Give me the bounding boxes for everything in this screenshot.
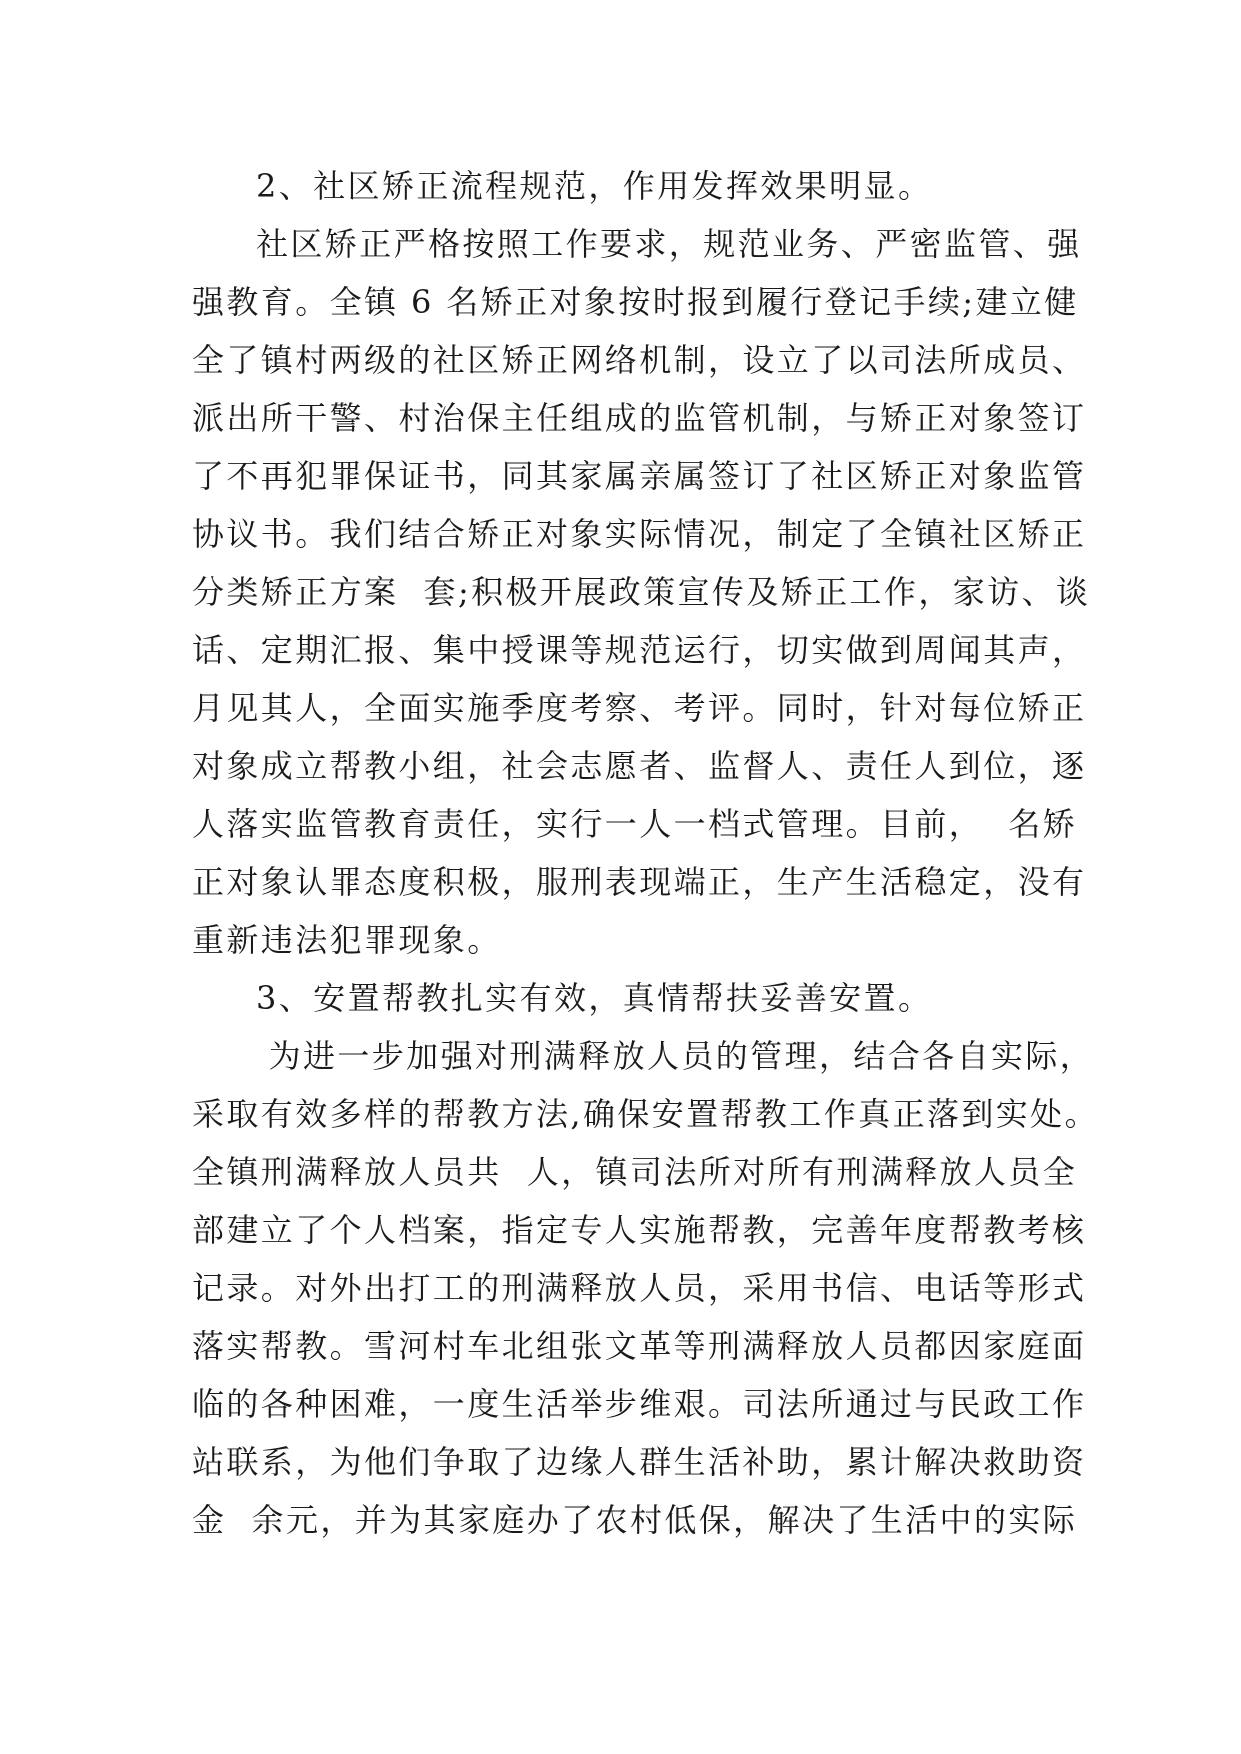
paragraph-line: 人落实监管教育责任，实行一人一档式管理。目前， 名矫 xyxy=(192,805,1078,843)
paragraph-line: 全了镇村两级的社区矫正网络机制，设立了以司法所成员、 xyxy=(192,341,1087,379)
paragraph-line: 强教育。全镇 6 名矫正对象按时报到履行登记手续;建立健 xyxy=(192,283,1079,321)
paragraph-line: 为进一步加强对刑满释放人员的管理，结合各自实际， xyxy=(256,1037,1095,1075)
paragraph-line: 全镇刑满释放人员共 人，镇司法所对所有刑满释放人员全 xyxy=(192,1153,1078,1191)
paragraph-line: 采取有效多样的帮教方法,确保安置帮教工作真正落到实处。 xyxy=(192,1095,1099,1133)
paragraph-line: 站联系，为他们争取了边缘人群生活补助，累计解决救助资 xyxy=(192,1443,1087,1481)
paragraph-line: 月见其人，全面实施季度考察、考评。同时，针对每位矫正 xyxy=(192,689,1087,727)
paragraph-line: 金 余元，并为其家庭办了农村低保，解决了生活中的实际 xyxy=(192,1501,1078,1539)
paragraph-line: 落实帮教。雪河村车北组张文革等刑满释放人员都因家庭面 xyxy=(192,1327,1087,1365)
paragraph-line: 记录。对外出打工的刑满释放人员，采用书信、电话等形式 xyxy=(192,1269,1087,1307)
paragraph-line: 部建立了个人档案，指定专人实施帮教，完善年度帮教考核 xyxy=(192,1211,1087,1249)
section-heading: 3、安置帮教扎实有效，真情帮扶妥善安置。 xyxy=(256,979,933,1017)
paragraph-line: 协议书。我们结合矫正对象实际情况，制定了全镇社区矫正 xyxy=(192,515,1087,553)
paragraph-line: 话、定期汇报、集中授课等规范运行，切实做到周闻其声， xyxy=(192,631,1087,669)
paragraph-line: 了不再犯罪保证书，同其家属亲属签订了社区矫正对象监管 xyxy=(192,457,1087,495)
paragraph-line: 正对象认罪态度积极，服刑表现端正，生产生活稳定，没有 xyxy=(192,863,1087,901)
paragraph-line: 分类矫正方案 套;积极开展政策宣传及矫正工作，家访、谈 xyxy=(192,573,1091,611)
section-heading: 2、社区矫正流程规范，作用发挥效果明显。 xyxy=(256,167,933,205)
paragraph-line: 派出所干警、村治保主任组成的监管机制，与矫正对象签订 xyxy=(192,399,1087,437)
paragraph-line: 重新违法犯罪现象。 xyxy=(192,921,502,959)
paragraph-line: 对象成立帮教小组，社会志愿者、监督人、责任人到位，逐 xyxy=(192,747,1087,785)
body-text xyxy=(192,157,1099,1549)
paragraph-line: 临的各种困难，一度生活举步维艰。司法所通过与民政工作 xyxy=(192,1385,1087,1423)
paragraph-line: 社区矫正严格按照工作要求，规范业务、严密监管、强 xyxy=(256,225,1082,263)
